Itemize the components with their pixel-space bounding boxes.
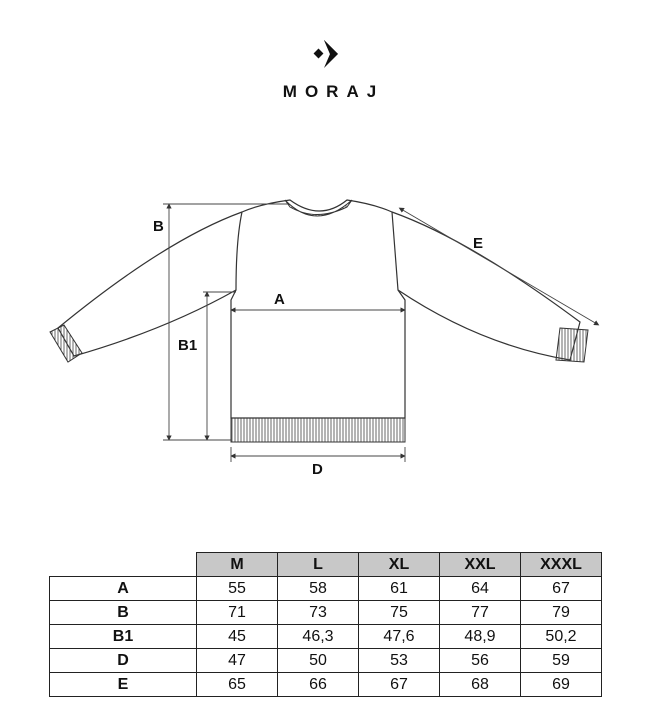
size-table-corner <box>50 553 197 577</box>
size-table <box>49 552 602 697</box>
hem-rib <box>231 418 405 442</box>
size-column-header: L <box>278 553 359 577</box>
table-cell: 67 <box>521 577 602 601</box>
table-cell: 45 <box>197 625 278 649</box>
table-cell: 48,9 <box>440 625 521 649</box>
table-cell: 75 <box>359 601 440 625</box>
size-column-header: M <box>197 553 278 577</box>
measure-row-label: B <box>50 601 197 625</box>
label-b: B <box>153 218 164 235</box>
right-cuff-rib <box>556 328 588 362</box>
table-cell: 47 <box>197 649 278 673</box>
table-cell: 65 <box>197 673 278 697</box>
measure-row-label: D <box>50 649 197 673</box>
table-cell: 77 <box>440 601 521 625</box>
table-cell: 59 <box>521 649 602 673</box>
sweater-outline <box>58 200 580 418</box>
size-table-header <box>50 553 602 577</box>
label-b1: B1 <box>178 337 198 354</box>
size-column-header: XL <box>359 553 440 577</box>
table-cell: 50 <box>278 649 359 673</box>
table-row <box>50 577 602 601</box>
table-row <box>50 601 602 625</box>
table-cell: 58 <box>278 577 359 601</box>
table-cell: 53 <box>359 649 440 673</box>
table-cell: 61 <box>359 577 440 601</box>
table-cell: 66 <box>278 673 359 697</box>
label-d: D <box>312 461 323 478</box>
table-cell: 71 <box>197 601 278 625</box>
table-cell: 69 <box>521 673 602 697</box>
label-e: E <box>473 235 484 252</box>
table-cell: 79 <box>521 601 602 625</box>
size-column-header: XXL <box>440 553 521 577</box>
table-cell: 55 <box>197 577 278 601</box>
table-cell: 68 <box>440 673 521 697</box>
table-row <box>50 649 602 673</box>
table-row <box>50 673 602 697</box>
measure-row-label: A <box>50 577 197 601</box>
measure-row-label: B1 <box>50 625 197 649</box>
collar-rib <box>285 200 352 216</box>
brand-name: MORAJ <box>282 82 385 101</box>
measure-e-line <box>401 209 597 324</box>
table-cell: 73 <box>278 601 359 625</box>
measure-row-label: E <box>50 673 197 697</box>
table-cell: 67 <box>359 673 440 697</box>
table-cell: 56 <box>440 649 521 673</box>
table-cell: 46,3 <box>278 625 359 649</box>
table-row <box>50 625 602 649</box>
left-cuff-rib <box>50 325 82 362</box>
table-cell: 47,6 <box>359 625 440 649</box>
table-cell: 64 <box>440 577 521 601</box>
label-a: A <box>274 291 285 308</box>
table-cell: 50,2 <box>521 625 602 649</box>
size-column-header: XXXL <box>521 553 602 577</box>
